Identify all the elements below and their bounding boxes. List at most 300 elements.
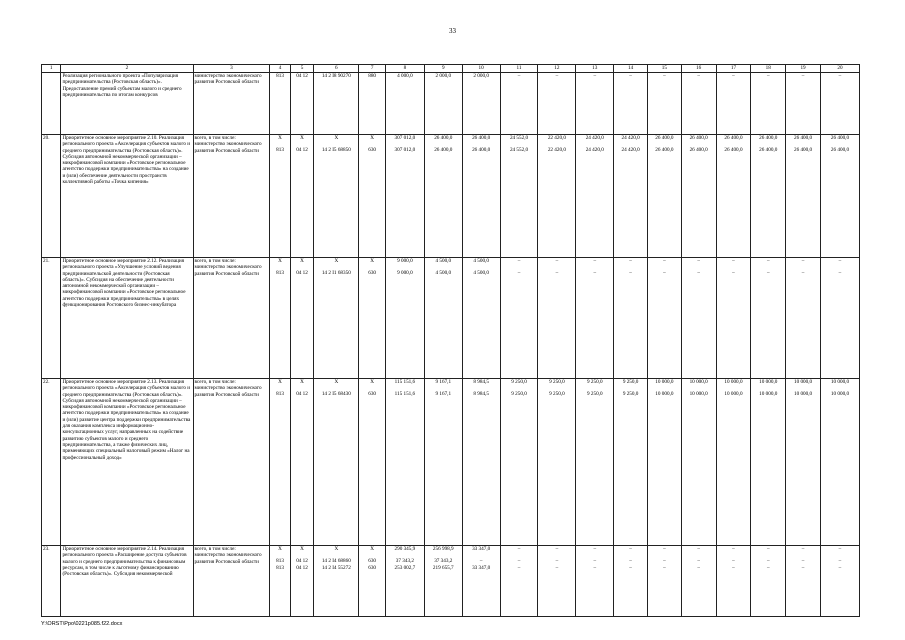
cell-value: –	[593, 558, 597, 565]
cell-value: X	[370, 135, 374, 141]
cell-value: 33 347,0	[472, 564, 491, 571]
table-row	[42, 258, 860, 379]
cell-value: –	[517, 73, 521, 79]
value-cell-c7	[359, 258, 386, 379]
value-cell-c11	[500, 546, 538, 617]
column-number: 4	[270, 65, 290, 73]
cell-value: 9 250,0	[511, 379, 527, 385]
cell-value: –	[801, 558, 805, 565]
cell-value: –	[766, 558, 770, 565]
cell-value: 26 400,0	[689, 135, 708, 141]
value-cell-c18	[751, 73, 786, 135]
cell-value: –	[555, 564, 559, 571]
cell-value: X	[334, 546, 339, 552]
column-number: 3	[193, 65, 270, 73]
cell-value: –	[838, 270, 842, 277]
cell-value: –	[732, 546, 735, 552]
cell-value: 307 012,0	[394, 147, 416, 154]
value-cell-c18	[751, 379, 786, 546]
column-number-row	[42, 65, 860, 73]
cell-value: 115 151,6	[394, 379, 416, 385]
value-cell-c7	[359, 546, 386, 617]
executor-cell	[193, 135, 270, 258]
cell-value: 26 400,0	[434, 147, 453, 154]
cell-value: X	[278, 546, 282, 552]
cell-value: –	[663, 546, 666, 552]
cell-value: –	[517, 258, 521, 264]
cell-value: –	[479, 558, 483, 565]
value-cell-c18	[751, 546, 786, 617]
value-cell-c5	[290, 379, 314, 546]
value-cell-c9	[424, 379, 462, 546]
value-cell-c14	[614, 73, 648, 135]
value-cell-c19	[786, 546, 821, 617]
cell-value: –	[517, 558, 521, 565]
cell-value: 813	[276, 147, 284, 154]
value-cell-c8	[385, 379, 424, 546]
cell-value: –	[732, 258, 735, 264]
value-cell-c7	[359, 73, 386, 135]
value-cell-c10	[462, 546, 500, 617]
cell-value: X	[334, 379, 339, 385]
value-cell-c9	[424, 546, 462, 617]
column-number: 16	[681, 65, 716, 73]
value-cell-c6	[314, 73, 359, 135]
column-number: 11	[500, 65, 538, 73]
cell-value: –	[732, 73, 735, 79]
column-number: 1	[42, 65, 61, 73]
row-number: 20.	[42, 135, 61, 258]
value-cell-c12	[538, 258, 576, 379]
cell-value: X	[278, 379, 282, 385]
cell-value: 14 2 I5 68850	[321, 147, 351, 154]
cell-value: X	[300, 546, 304, 552]
cell-value: –	[838, 558, 842, 565]
cell-value: –	[697, 258, 700, 264]
cell-value: 219 655,7	[432, 564, 454, 571]
cell-value: –	[801, 258, 805, 264]
value-cell-c5	[290, 135, 314, 258]
cell-value: –	[766, 564, 770, 571]
column-number: 15	[647, 65, 681, 73]
cell-value: 26 400,0	[830, 147, 850, 154]
cell-value: –	[663, 270, 666, 277]
cell-value: 9 250,0	[549, 391, 565, 398]
executor-text: министерство экономического развития Ростовской области	[194, 385, 262, 398]
cell-value: 10 000,0	[830, 379, 850, 385]
cell-value: 24 420,0	[621, 147, 640, 154]
cell-value: 630	[368, 147, 377, 154]
cell-value: –	[663, 73, 666, 79]
cell-value: –	[629, 258, 632, 264]
executor-cell	[193, 379, 270, 546]
value-cell-c8	[385, 258, 424, 379]
executor-cell	[193, 73, 270, 135]
value-cell-c5	[290, 546, 314, 617]
cell-value: –	[838, 73, 842, 79]
value-cell-c17	[716, 73, 751, 135]
cell-value: 630	[368, 558, 377, 565]
cell-value: 14 2 I4 68860	[321, 558, 351, 565]
cell-value: –	[663, 258, 666, 264]
value-cell-c13	[576, 73, 614, 135]
cell-value: 22 420,0	[547, 135, 566, 141]
cell-value: 24 420,0	[585, 135, 604, 141]
value-cell-c14	[614, 135, 648, 258]
cell-value: 4 500,0	[473, 270, 489, 277]
column-number: 17	[716, 65, 751, 73]
measure-name: Реализация регионального проекта «Популяризация предпринимательства (Ростовская область)». Предоставление премий субъектам малого и среднего предпринимательства по итогам конкурсов	[61, 73, 193, 135]
cell-value: –	[697, 558, 700, 565]
cell-value: –	[801, 546, 805, 552]
executor-text: всего, в том числе:	[194, 258, 236, 264]
measure-name: Приоритетное основное мероприятие 2.14. Реализация регионального проекта «Расширение доступа субъектов малого и среднего предпринимательства к финансовым ресурсам, в том числе к льготному финансированию (Ростовская область)». Субсидия некоммерческой	[61, 546, 193, 617]
cell-value: –	[593, 546, 597, 552]
measure-name: Приоритетное основное мероприятие 2.13. Реализация регионального проекта «Акселерация субъектов малого и среднего предпринимательства (Ростовская область)». Субсидия автономной некоммерческой организации – микрофинансовой компании «Ростовское региональное агентство поддержки предпринимательства» на создание и (или) развитие центра поддержки предпринимательства для оказания комплекса информационно-консультационных услуг, направленных на содействие развитию субъектов малого и среднего предпринимательства, а также физических лиц, применяющих специальный налоговый режим «Налог на профессиональный доход»	[61, 379, 193, 546]
cell-value: 10 000,0	[689, 379, 708, 385]
cell-value: –	[732, 558, 735, 565]
cell-value: 4 500,0	[473, 258, 489, 264]
cell-value: 4 500,0	[435, 258, 452, 264]
cell-value: 10 000,0	[793, 391, 813, 398]
cell-value: 290 345,9	[394, 546, 416, 552]
cell-value: –	[629, 558, 632, 565]
value-cell-c19	[786, 135, 821, 258]
cell-value: 04 12	[296, 558, 308, 565]
cell-value: 307 012,0	[394, 135, 416, 141]
cell-value: 26 400,0	[724, 135, 743, 141]
column-number: 9	[424, 65, 462, 73]
cell-value: 24 552,0	[509, 135, 529, 141]
value-cell-c7	[359, 135, 386, 258]
cell-value: 24 552,0	[509, 147, 529, 154]
cell-value: 630	[368, 391, 377, 398]
cell-value: 14 2 I4 55272	[321, 564, 351, 571]
value-cell-c8	[385, 546, 424, 617]
cell-value: –	[697, 564, 700, 571]
value-cell-c11	[500, 258, 538, 379]
cell-value: 26 400,0	[793, 147, 813, 154]
value-cell-c12	[538, 135, 576, 258]
cell-value: X	[370, 379, 374, 385]
column-number: 18	[751, 65, 786, 73]
value-cell-c4	[270, 135, 290, 258]
cell-value: 26 400,0	[759, 135, 778, 141]
cell-value: 26 400,0	[830, 135, 850, 141]
value-cell-c6	[314, 258, 359, 379]
cell-value: 9 250,0	[549, 379, 565, 385]
cell-value: –	[766, 270, 770, 277]
executor-text: министерство экономического развития Ростовской области	[194, 264, 262, 277]
table-body	[42, 65, 860, 617]
cell-value: X	[278, 258, 282, 264]
value-cell-c14	[614, 546, 648, 617]
value-cell-c4	[270, 73, 290, 135]
cell-value: 8 984,5	[473, 379, 489, 385]
cell-value: –	[732, 270, 735, 277]
column-number: 20	[820, 65, 859, 73]
cell-value: 26 400,0	[472, 147, 491, 154]
page-number: 33	[449, 27, 456, 35]
cell-value: 4 500,0	[435, 270, 452, 277]
executor-text: всего, в том числе:	[194, 135, 236, 141]
cell-value: 22 420,0	[547, 147, 566, 154]
cell-value: 26 400,0	[759, 147, 778, 154]
value-cell-c12	[538, 73, 576, 135]
cell-value: 9 250,0	[586, 379, 603, 385]
cell-value: –	[801, 73, 805, 79]
cell-value: 37 343,2	[434, 558, 453, 565]
cell-value: –	[517, 564, 521, 571]
row-number: 23.	[42, 546, 61, 617]
cell-value: 04 12	[296, 564, 308, 571]
cell-value: 9 250,0	[511, 391, 527, 398]
value-cell-c5	[290, 73, 314, 135]
cell-value: 26 400,0	[724, 147, 743, 154]
column-number: 8	[385, 65, 424, 73]
cell-value: 10 000,0	[793, 379, 813, 385]
cell-value: X	[300, 135, 304, 141]
cell-value: 8 984,5	[473, 391, 489, 398]
value-cell-c5	[290, 258, 314, 379]
cell-value: 256 998,9	[432, 546, 454, 552]
value-cell-c14	[614, 258, 648, 379]
value-cell-c13	[576, 379, 614, 546]
cell-value: –	[629, 546, 632, 552]
column-number: 19	[786, 65, 821, 73]
cell-value: –	[593, 564, 597, 571]
cell-value: –	[838, 258, 842, 264]
value-cell-c6	[314, 379, 359, 546]
cell-value: 9 250,0	[586, 391, 603, 398]
value-cell-c19	[786, 258, 821, 379]
value-cell-c13	[576, 258, 614, 379]
cell-value: –	[555, 558, 559, 565]
cell-value: 813	[276, 391, 284, 398]
budget-table	[41, 64, 860, 617]
value-cell-c14	[614, 379, 648, 546]
table-row	[42, 546, 860, 617]
cell-value: 253 002,7	[394, 564, 416, 571]
value-cell-c12	[538, 379, 576, 546]
value-cell-c16	[681, 546, 716, 617]
column-number: 7	[359, 65, 386, 73]
column-number: 2	[61, 65, 193, 73]
cell-value: 813	[276, 558, 284, 565]
cell-value: –	[517, 270, 521, 277]
value-cell-c17	[716, 258, 751, 379]
value-cell-c17	[716, 546, 751, 617]
cell-value: X	[370, 258, 374, 264]
cell-value: 26 400,0	[793, 135, 813, 141]
value-cell-c13	[576, 135, 614, 258]
cell-value: 10 000,0	[689, 391, 708, 398]
cell-value: –	[801, 270, 805, 277]
value-cell-c9	[424, 258, 462, 379]
row-number: 22.	[42, 379, 61, 546]
cell-value: 10 000,0	[830, 391, 850, 398]
value-cell-c17	[716, 135, 751, 258]
cell-value: –	[555, 258, 559, 264]
value-cell-c10	[462, 379, 500, 546]
value-cell-c16	[681, 258, 716, 379]
cell-value: 813	[276, 270, 284, 277]
cell-value: –	[555, 546, 559, 552]
value-cell-c16	[681, 73, 716, 135]
value-cell-c20	[820, 258, 859, 379]
cell-value: X	[278, 135, 282, 141]
value-cell-c8	[385, 135, 424, 258]
cell-value: –	[663, 564, 666, 571]
cell-value: –	[697, 73, 700, 79]
value-cell-c10	[462, 258, 500, 379]
cell-value: –	[766, 258, 770, 264]
value-cell-c20	[820, 546, 859, 617]
file-path-footer: Y:\ORST\Ppo\0221p085.f22.docx	[41, 621, 123, 627]
cell-value: –	[838, 564, 842, 571]
table-row	[42, 73, 860, 135]
cell-value: 26 400,0	[472, 135, 491, 141]
row-number	[42, 73, 61, 135]
value-cell-c7	[359, 379, 386, 546]
cell-value: 24 420,0	[585, 147, 604, 154]
value-cell-c20	[820, 135, 859, 258]
cell-value: –	[697, 546, 700, 552]
cell-value: 9 167,1	[435, 379, 452, 385]
cell-value: 115 151,6	[394, 391, 416, 398]
cell-value: 10 000,0	[655, 391, 674, 398]
column-number: 5	[290, 65, 314, 73]
executor-text: министерство экономического развития Ростовской области	[194, 141, 262, 154]
value-cell-c20	[820, 379, 859, 546]
cell-value: 880	[368, 73, 377, 79]
executor-cell	[193, 258, 270, 379]
cell-value: X	[370, 546, 374, 552]
value-cell-c10	[462, 73, 500, 135]
executor-text: министерство экономического развития Ростовской области	[194, 73, 262, 86]
value-cell-c15	[647, 379, 681, 546]
value-cell-c9	[424, 73, 462, 135]
cell-value: 10 000,0	[724, 379, 743, 385]
cell-value: 04 12	[296, 73, 308, 79]
cell-value: 2 000,0	[435, 73, 452, 79]
cell-value: X	[300, 258, 304, 264]
cell-value: 04 12	[296, 147, 308, 154]
cell-value: –	[732, 564, 735, 571]
cell-value: 26 400,0	[434, 135, 453, 141]
value-cell-c13	[576, 546, 614, 617]
cell-value: –	[766, 73, 770, 79]
measure-name: Приоритетное основное мероприятие 2.10. Реализация регионального проекта «Акселерация субъектов малого и среднего предпринимательства (Ростовская область)». Субсидия автономной некоммерческой организации – микрофинансовой компании «Ростовское региональное агентство поддержки предпринимательства» на создание и (или) обеспечение деятельности пространств коллективной работы «Точка кипения»	[61, 135, 193, 258]
value-cell-c6	[314, 135, 359, 258]
value-cell-c20	[820, 73, 859, 135]
cell-value: 26 400,0	[689, 147, 708, 154]
value-cell-c9	[424, 135, 462, 258]
row-number: 21.	[42, 258, 61, 379]
cell-value: 9 250,0	[622, 391, 639, 398]
value-cell-c6	[314, 546, 359, 617]
cell-value: –	[629, 564, 632, 571]
cell-value: –	[593, 258, 597, 264]
value-cell-c11	[500, 73, 538, 135]
value-cell-c18	[751, 135, 786, 258]
cell-value: 630	[368, 270, 377, 277]
cell-value: X	[334, 258, 339, 264]
cell-value: 04 12	[296, 391, 308, 398]
value-cell-c10	[462, 135, 500, 258]
column-number: 13	[576, 65, 614, 73]
cell-value: –	[517, 546, 521, 552]
value-cell-c12	[538, 546, 576, 617]
cell-value: 813	[276, 73, 284, 79]
cell-value: 813	[276, 564, 284, 571]
column-number: 14	[614, 65, 648, 73]
cell-value: 14 2 I5 68430	[321, 391, 351, 398]
cell-value: 4 000,0	[397, 73, 413, 79]
table-row	[42, 135, 860, 258]
cell-value: –	[801, 564, 805, 571]
cell-value: –	[593, 73, 597, 79]
cell-value: X	[300, 379, 304, 385]
cell-value: X	[334, 135, 339, 141]
measure-name: Приоритетное основное мероприятие 2.12. Реализация регионального проекта «Улучшение условий ведения предпринимательской деятельности (Ростовская область)». Субсидия на обеспечение деятельности автономной некоммерческой организации – микрофинансовой компании «Ростовское региональное агентство поддержки предпринимательства» в целях функционирования Ростовского бизнес-инкубатора	[61, 258, 193, 379]
value-cell-c15	[647, 73, 681, 135]
cell-value: 10 000,0	[724, 391, 743, 398]
value-cell-c8	[385, 73, 424, 135]
value-cell-c19	[786, 73, 821, 135]
cell-value: –	[663, 558, 666, 565]
value-cell-c17	[716, 379, 751, 546]
cell-value: –	[697, 270, 700, 277]
cell-value: 630	[368, 564, 377, 571]
cell-value: –	[629, 270, 632, 277]
cell-value: 9 000,0	[397, 258, 413, 264]
column-number: 12	[538, 65, 576, 73]
cell-value: –	[629, 73, 632, 79]
cell-value: 10 000,0	[759, 391, 778, 398]
value-cell-c4	[270, 546, 290, 617]
cell-value: –	[555, 73, 559, 79]
value-cell-c15	[647, 546, 681, 617]
cell-value: –	[593, 270, 597, 277]
value-cell-c4	[270, 379, 290, 546]
executor-text: министерство экономического развития Ростовской области	[194, 552, 262, 565]
cell-value: 9 000,0	[397, 270, 413, 277]
cell-value: –	[555, 270, 559, 277]
executor-text: всего, в том числе:	[194, 546, 236, 552]
column-number: 6	[314, 65, 359, 73]
cell-value: 2 000,0	[473, 73, 489, 79]
table-row	[42, 379, 860, 546]
cell-value: 10 000,0	[655, 379, 674, 385]
cell-value: 9 167,1	[435, 391, 452, 398]
executor-cell	[193, 546, 270, 617]
value-cell-c15	[647, 135, 681, 258]
cell-value: –	[838, 546, 842, 552]
cell-value: 10 000,0	[759, 379, 778, 385]
value-cell-c11	[500, 135, 538, 258]
cell-value: 37 343,2	[395, 558, 414, 565]
value-cell-c16	[681, 135, 716, 258]
cell-value: 24 420,0	[621, 135, 640, 141]
cell-value: 26 400,0	[655, 147, 674, 154]
cell-value: 26 400,0	[655, 135, 674, 141]
cell-value: 14 2 I1 68350	[321, 270, 351, 277]
value-cell-c16	[681, 379, 716, 546]
value-cell-c18	[751, 258, 786, 379]
value-cell-c19	[786, 379, 821, 546]
cell-value: 9 250,0	[622, 379, 639, 385]
